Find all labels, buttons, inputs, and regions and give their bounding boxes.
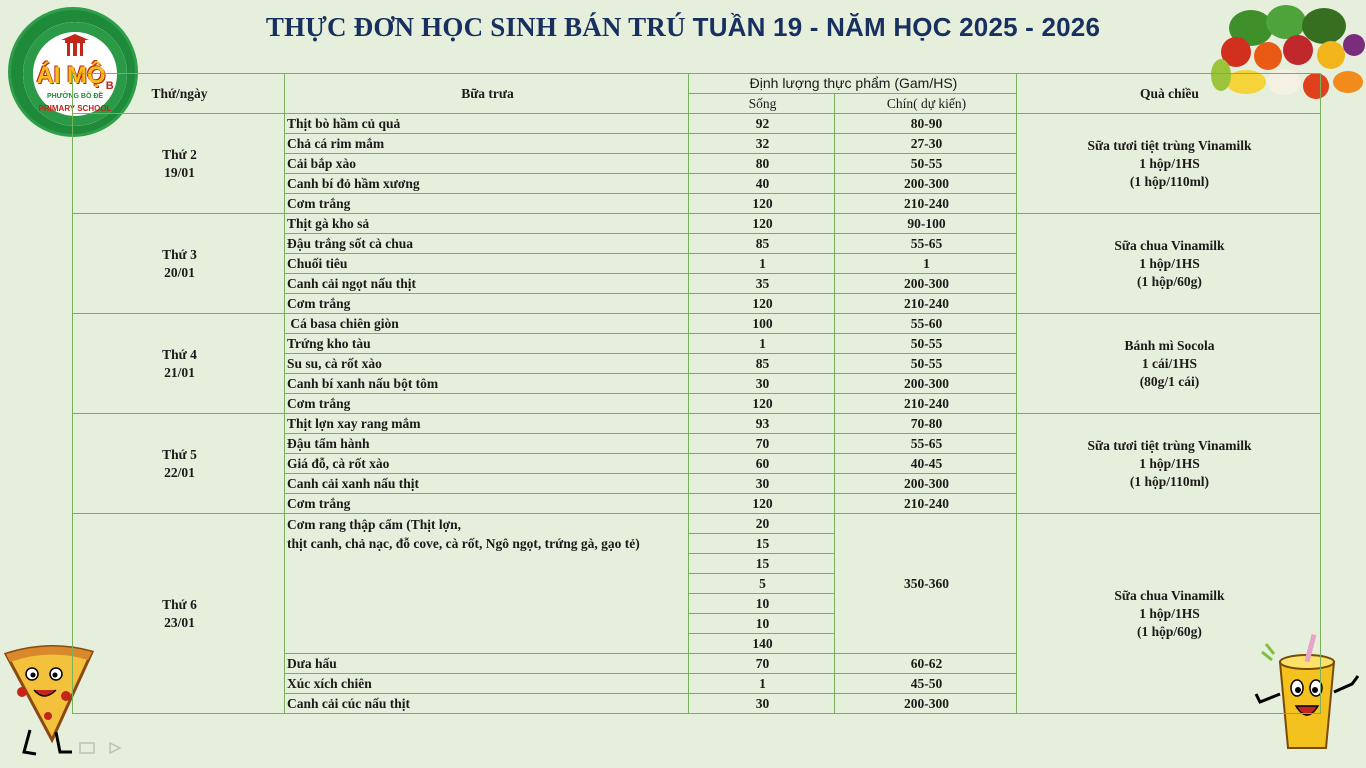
temple-gate-icon — [59, 32, 91, 58]
raw-qty: 40 — [689, 174, 835, 194]
dish-name: Thịt gà kho sả — [285, 214, 689, 234]
title-week: TUẦN 19 - NĂM HỌC 2025 - 2026 — [692, 12, 1101, 42]
raw-qty: 120 — [689, 294, 835, 314]
header-lunch: Bữa trưa — [285, 74, 689, 114]
dish-name: Cá basa chiên giòn — [285, 314, 689, 334]
logo-ward: PHƯỜNG BỒ ĐỀ — [46, 93, 104, 100]
cooked-qty: 50-55 — [835, 354, 1017, 374]
cooked-qty: 27-30 — [835, 134, 1017, 154]
cooked-qty: 210-240 — [835, 494, 1017, 514]
cooked-qty: 50-55 — [835, 334, 1017, 354]
raw-qty: 140 — [689, 634, 835, 654]
cooked-qty: 200-300 — [835, 274, 1017, 294]
combo-cooked-qty: 350-360 — [835, 514, 1017, 654]
cooked-qty: 55-65 — [835, 434, 1017, 454]
header-quantity: Định lượng thực phẩm (Gam/HS) — [689, 74, 1017, 94]
cooked-qty: 55-65 — [835, 234, 1017, 254]
page-title — [0, 12, 1366, 43]
raw-qty: 120 — [689, 394, 835, 414]
dish-name: Cơm trắng — [285, 494, 689, 514]
raw-qty: 30 — [689, 474, 835, 494]
raw-qty: 70 — [689, 654, 835, 674]
cooked-qty: 200-300 — [835, 474, 1017, 494]
cooked-qty: 80-90 — [835, 114, 1017, 134]
raw-qty: 120 — [689, 494, 835, 514]
title-main: THỰC ĐƠN HỌC SINH BÁN TRÚ — [265, 12, 686, 42]
header-day: Thứ/ngày — [73, 74, 285, 114]
dish-name: Canh bí xanh nấu bột tôm — [285, 374, 689, 394]
raw-qty: 93 — [689, 414, 835, 434]
raw-qty: 60 — [689, 454, 835, 474]
cooked-qty: 40-45 — [835, 454, 1017, 474]
snack-cell: Sữa chua Vinamilk 1 hộp/1HS (1 hộp/60g) — [1017, 514, 1321, 714]
raw-qty: 1 — [689, 674, 835, 694]
day-cell: Thứ 2 19/01 — [73, 114, 285, 214]
dish-name: Thịt lợn xay rang mắm — [285, 414, 689, 434]
dish-name: Cơm trắng — [285, 394, 689, 414]
dish-name: Cải bắp xào — [285, 154, 689, 174]
raw-qty: 92 — [689, 114, 835, 134]
table-row — [73, 314, 1321, 334]
dish-name: Su su, cà rốt xào — [285, 354, 689, 374]
raw-qty: 10 — [689, 594, 835, 614]
raw-qty: 5 — [689, 574, 835, 594]
raw-qty: 35 — [689, 274, 835, 294]
cooked-qty: 55-60 — [835, 314, 1017, 334]
dish-name: Thịt bò hầm củ quả — [285, 114, 689, 134]
header-raw: Sống — [689, 94, 835, 114]
dish-name: Canh cải ngọt nấu thịt — [285, 274, 689, 294]
raw-qty: 15 — [689, 534, 835, 554]
raw-qty: 70 — [689, 434, 835, 454]
cooked-qty: 200-300 — [835, 174, 1017, 194]
dish-name: Xúc xích chiên — [285, 674, 689, 694]
dish-name: Canh cải xanh nấu thịt — [285, 474, 689, 494]
raw-qty: 85 — [689, 354, 835, 374]
logo-school-label: PRIMARY SCHOOL — [38, 104, 112, 113]
cooked-qty: 210-240 — [835, 194, 1017, 214]
raw-qty: 20 — [689, 514, 835, 534]
snack-cell: Sữa tươi tiệt trùng Vinamilk 1 hộp/1HS (1 hộp/110ml) — [1017, 114, 1321, 214]
cooked-qty: 90-100 — [835, 214, 1017, 234]
dish-name: Đậu trắng sốt cà chua — [285, 234, 689, 254]
raw-qty: 30 — [689, 374, 835, 394]
snack-cell: Sữa chua Vinamilk 1 hộp/1HS (1 hộp/60g) — [1017, 214, 1321, 314]
day-cell: Thứ 5 22/01 — [73, 414, 285, 514]
dish-name: Cơm trắng — [285, 294, 689, 314]
raw-qty: 30 — [689, 694, 835, 714]
dish-name: Đậu tẩm hành — [285, 434, 689, 454]
cooked-qty: 60-62 — [835, 654, 1017, 674]
cooked-qty: 210-240 — [835, 294, 1017, 314]
raw-qty: 80 — [689, 154, 835, 174]
cooked-qty: 210-240 — [835, 394, 1017, 414]
raw-qty: 120 — [689, 194, 835, 214]
table-row — [73, 114, 1321, 134]
table-row — [73, 514, 1321, 534]
menu-table — [72, 73, 1321, 714]
slide-nav-icon[interactable] — [78, 737, 130, 757]
snack-cell: Bánh mì Socola 1 cái/1HS (80g/1 cái) — [1017, 314, 1321, 414]
table-row — [73, 214, 1321, 234]
cooked-qty: 200-300 — [835, 694, 1017, 714]
dish-name: Cơm trắng — [285, 194, 689, 214]
cooked-qty: 70-80 — [835, 414, 1017, 434]
raw-qty: 10 — [689, 614, 835, 634]
dish-name: Trứng kho tàu — [285, 334, 689, 354]
dish-name: Chả cá rim mắm — [285, 134, 689, 154]
cooked-qty: 200-300 — [835, 374, 1017, 394]
dish-name: Chuối tiêu — [285, 254, 689, 274]
cooked-qty: 1 — [835, 254, 1017, 274]
raw-qty: 32 — [689, 134, 835, 154]
raw-qty: 1 — [689, 334, 835, 354]
day-cell: Thứ 3 20/01 — [73, 214, 285, 314]
cooked-qty: 50-55 — [835, 154, 1017, 174]
dish-name: Canh bí đỏ hầm xương — [285, 174, 689, 194]
day-cell: Thứ 6 23/01 — [73, 514, 285, 714]
raw-qty: 120 — [689, 214, 835, 234]
raw-qty: 100 — [689, 314, 835, 334]
dish-name: Giá đỗ, cà rốt xào — [285, 454, 689, 474]
header-cooked: Chín( dự kiến) — [835, 94, 1017, 114]
day-cell: Thứ 4 21/01 — [73, 314, 285, 414]
logo-school-name: ÁI MỘ$_B$ — [36, 62, 114, 92]
snack-cell: Sữa tươi tiệt trùng Vinamilk 1 hộp/1HS (1 hộp/110ml) — [1017, 414, 1321, 514]
header-snack: Quà chiều — [1017, 74, 1321, 114]
dish-name: Canh cải cúc nấu thịt — [285, 694, 689, 714]
table-row — [73, 414, 1321, 434]
cooked-qty: 45-50 — [835, 674, 1017, 694]
raw-qty: 85 — [689, 234, 835, 254]
combo-dish-name: Cơm rang thập cẩm (Thịt lợn, thịt canh, chả nạc, đỗ cove, cà rốt, Ngô ngọt, trứng gà, gạo tẻ) — [285, 514, 689, 654]
raw-qty: 1 — [689, 254, 835, 274]
raw-qty: 15 — [689, 554, 835, 574]
dish-name: Dưa hấu — [285, 654, 689, 674]
